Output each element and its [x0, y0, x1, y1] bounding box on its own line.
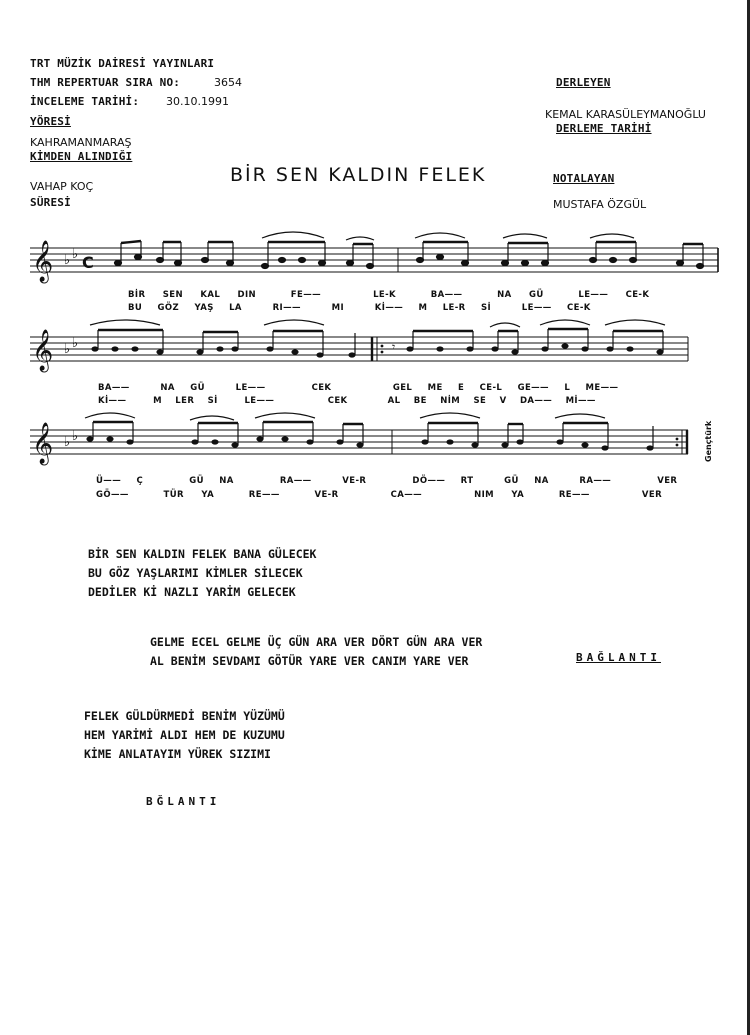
chorus-reference: BĞLANTI [146, 795, 221, 808]
region-label: YÖRESİ [30, 115, 71, 128]
side-credit: Gençtürk [704, 420, 713, 462]
repertoire-label: THM REPERTUAR SIRA NO: [30, 76, 181, 89]
chorus-line: AL BENİM SEVDAMI GÖTÜR YARE VER CANIM YARE VER [150, 654, 469, 668]
music-staff-2 [0, 315, 750, 375]
compiler-value: KEMAL KARASÜLEYMANOĞLU [545, 108, 706, 121]
duration-label: SÜRESİ [30, 196, 71, 209]
compiler-label: DERLEYEN [556, 76, 611, 89]
flat-icon: ♭ [64, 253, 71, 268]
music-staff-1 [0, 228, 750, 288]
review-date-label: İNCELEME TARİHİ: [30, 95, 140, 108]
notation-value: MUSTAFA ÖZGÜL [553, 198, 647, 211]
lyrics-row-1b: BU GÖZ YAŞ LA RI—— MI Kİ—— M LE-R Sİ LE—— CE-K [128, 303, 591, 313]
lyrics-row-1a: BİR SEN KAL DIN FE—— LE-K BA—— NA GÜ LE—— CE-K [128, 290, 650, 300]
rest-icon: 𝄾 [392, 340, 396, 354]
verse-line: DEDİLER Kİ NAZLI YARİM GELECEK [88, 585, 296, 599]
verse-line: BU GÖZ YAŞLARIMI KİMLER SİLECEK [88, 566, 303, 580]
verse-line: FELEK GÜLDÜRMEDİ BENİM YÜZÜMÜ [84, 709, 285, 723]
verse-line: BİR SEN KALDIN FELEK BANA GÜLECEK [88, 547, 317, 561]
time-signature: C [82, 253, 94, 272]
publisher-line: TRT MÜZİK DAİRESİ YAYINLARI [30, 57, 215, 70]
chorus [150, 633, 482, 671]
source-label: KİMDEN ALINDIĞI [30, 150, 133, 163]
flat-icon: ♭ [72, 247, 79, 262]
verse-1 [88, 545, 316, 602]
treble-clef-icon: 𝄞 [32, 241, 54, 282]
flat-icon: ♭ [64, 342, 71, 357]
repertoire-number: 3654 [214, 76, 242, 89]
song-title: BİR SEN KALDIN FELEK [230, 164, 487, 186]
source-value: VAHAP KOÇ [30, 180, 94, 193]
lyrics-row-3a: Ü—— Ç GÜ NA RA—— VE-R DÖ—— RT GÜ NA RA—— VER [96, 476, 678, 486]
chorus-label: BAĞLANTI [576, 651, 661, 664]
region-value: KAHRAMANMARAŞ [30, 136, 132, 149]
flat-icon: ♭ [72, 336, 79, 351]
treble-clef-icon: 𝄞 [32, 330, 54, 371]
notation-label: NOTALAYAN [553, 172, 615, 185]
lyrics-row-2a: BA—— NA GÜ LE—— CEK GEL ME E CE-L GE—— L ME—— [98, 383, 619, 393]
review-date: 30.10.1991 [166, 95, 229, 108]
treble-clef-icon: 𝄞 [32, 423, 54, 464]
compile-date-label: DERLEME TARİHİ [556, 122, 652, 135]
music-staff-3 [0, 408, 750, 468]
lyrics-row-3b: GÖ—— TÜR YA RE—— VE-R CA—— NIM YA RE—— VER [96, 490, 663, 500]
chorus-line: GELME ECEL GELME ÜÇ GÜN ARA VER DÖRT GÜN ARA VER [150, 635, 483, 649]
flat-icon: ♭ [72, 429, 79, 444]
lyrics-row-2b: Kİ—— M LER Sİ LE—— CEK AL BE NİM SE V DA—— Mİ—— [98, 396, 596, 406]
flat-icon: ♭ [64, 435, 71, 450]
verse-2 [84, 707, 285, 764]
verse-line: KİME ANLATAYIM YÜREK SIZIMI [84, 747, 271, 761]
verse-line: HEM YARİMİ ALDI HEM DE KUZUMU [84, 728, 285, 742]
